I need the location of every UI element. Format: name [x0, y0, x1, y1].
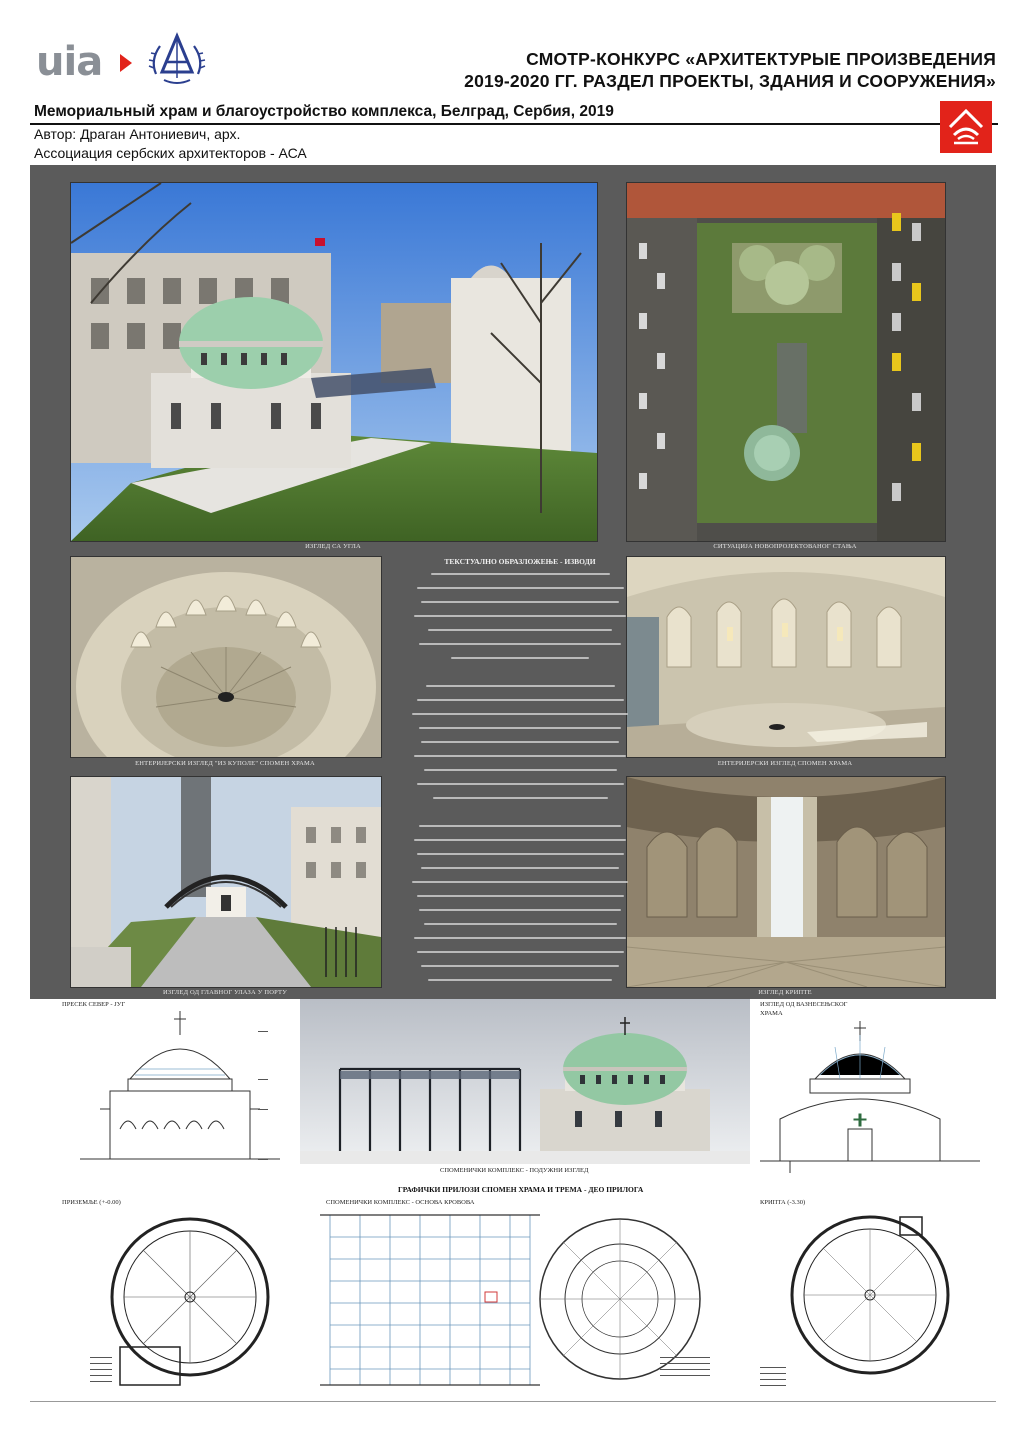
text-line [414, 755, 626, 757]
contest-title-line-1: СМОТР-КОНКУРС «АРХИТЕКТУРЫЕ ПРОИЗВЕДЕНИЯ [526, 49, 996, 69]
text-line [419, 643, 621, 645]
contest-title [436, 48, 996, 92]
uia-chevron-icon [120, 54, 132, 72]
association-line: Ассоциация сербских архитекторов - АСА [34, 145, 307, 161]
photo-portico-entrance [70, 776, 382, 988]
drawing-roof-plan [320, 1207, 730, 1397]
text-line [417, 951, 624, 953]
photo-crypt [626, 776, 946, 988]
uia-logo-text: uia [36, 39, 103, 85]
text-line [414, 937, 626, 939]
label-side-elevation-line-2: ХРАМА [760, 1010, 783, 1017]
union-emblem-icon [146, 30, 208, 92]
text-line [428, 629, 612, 631]
project-title: Мемориальный храм и благоустройство комплекса, Белград, Сербия, 2019 [34, 103, 614, 120]
text-line [414, 615, 626, 617]
uia-logo [36, 40, 132, 84]
text-line [417, 699, 624, 701]
photo-aerial-site [626, 182, 946, 542]
label-ground-floor: ПРИЗЕМЉЕ (+-0.00) [62, 1199, 121, 1206]
text-line [417, 853, 624, 855]
association-logo-icon [940, 101, 992, 153]
text-line [428, 979, 612, 981]
header-divider [30, 123, 998, 125]
text-line [412, 713, 628, 715]
label-crypt-plan: КРИПТА (-3.30) [760, 1199, 806, 1206]
author-line: Автор: Драган Антониевич, арх. [34, 126, 241, 142]
caption-dome-interior: ЕНТЕРИЈЕРСКИ ИЗГЛЕД "ИЗ КУПОЛЕ" СПОМЕН ХРАМА [135, 760, 315, 767]
text-line [412, 881, 628, 883]
photo-dome-interior [70, 556, 382, 758]
photo-board [30, 165, 996, 999]
label-side-elevation-line-1: ИЗГЛЕД ОД ВАЗНЕСЕЊСКОГ [760, 1001, 848, 1008]
render-long-elevation [300, 999, 750, 1174]
caption-crypt: ИЗГЛЕД КРИПТЕ [758, 989, 812, 996]
caption-portico-entrance: ИЗГЛЕД ОД ГЛАВНОГ УЛАЗА У ПОРТУ [162, 989, 288, 996]
text-line [421, 741, 619, 743]
label-section-north-south: ПРЕСЕК СЕВЕР - ЈУГ [62, 1001, 126, 1008]
text-line [431, 573, 610, 575]
text-line [414, 839, 626, 841]
text-line [417, 895, 624, 897]
drawing-ground-floor-plan [90, 1207, 290, 1397]
drawing-side-elevation [760, 1019, 980, 1173]
drawing-crypt-plan [760, 1207, 980, 1397]
footer-divider [30, 1401, 996, 1402]
drawings-area [30, 999, 996, 1399]
text-line [417, 783, 624, 785]
text-line [426, 685, 615, 687]
text-line [419, 825, 621, 827]
contest-title-line-2: 2019-2020 ГГ. РАЗДЕЛ ПРОЕКТЫ, ЗДАНИЯ И СООРУЖЕНИЯ» [464, 71, 996, 91]
text-line [419, 727, 621, 729]
text-line [421, 601, 619, 603]
text-line [433, 797, 608, 799]
graphics-caption: ГРАФИЧКИ ПРИЛОЗИ СПОМЕН ХРАМА И ТРЕМА - ДЕО ПРИЛОГА [398, 1185, 644, 1194]
caption-aerial-site: СИТУАЦИЈА НОВОПРОЈЕКТОВАНОГ СТАЊА [713, 543, 857, 550]
caption-interior: ЕНТЕРИЈЕРСКИ ИЗГЛЕД СПОМЕН ХРАМА [717, 760, 853, 767]
photo-corner-view [70, 182, 598, 542]
drawing-section [80, 1009, 280, 1171]
text-panel-heading: ТЕКСТУАЛНО ОБРАЗЛОЖЕЊЕ - ИЗВОДИ [444, 557, 596, 566]
photo-interior [626, 556, 946, 758]
caption-long-elevation: СПОМЕНИЧКИ КОМПЛЕКС - ПОДУЖНИ ИЗГЛЕД [440, 1167, 589, 1174]
text-line [424, 769, 617, 771]
label-roof-plan: СПОМЕНИЧКИ КОМПЛЕКС - ОСНОВА КРОВОВА [326, 1199, 475, 1206]
text-line [424, 923, 617, 925]
text-line [419, 909, 621, 911]
caption-corner-view: ИЗГЛЕД СА УГЛА [305, 543, 361, 550]
text-line [417, 587, 624, 589]
text-line [421, 867, 619, 869]
text-line [421, 965, 619, 967]
text-line [451, 657, 589, 659]
